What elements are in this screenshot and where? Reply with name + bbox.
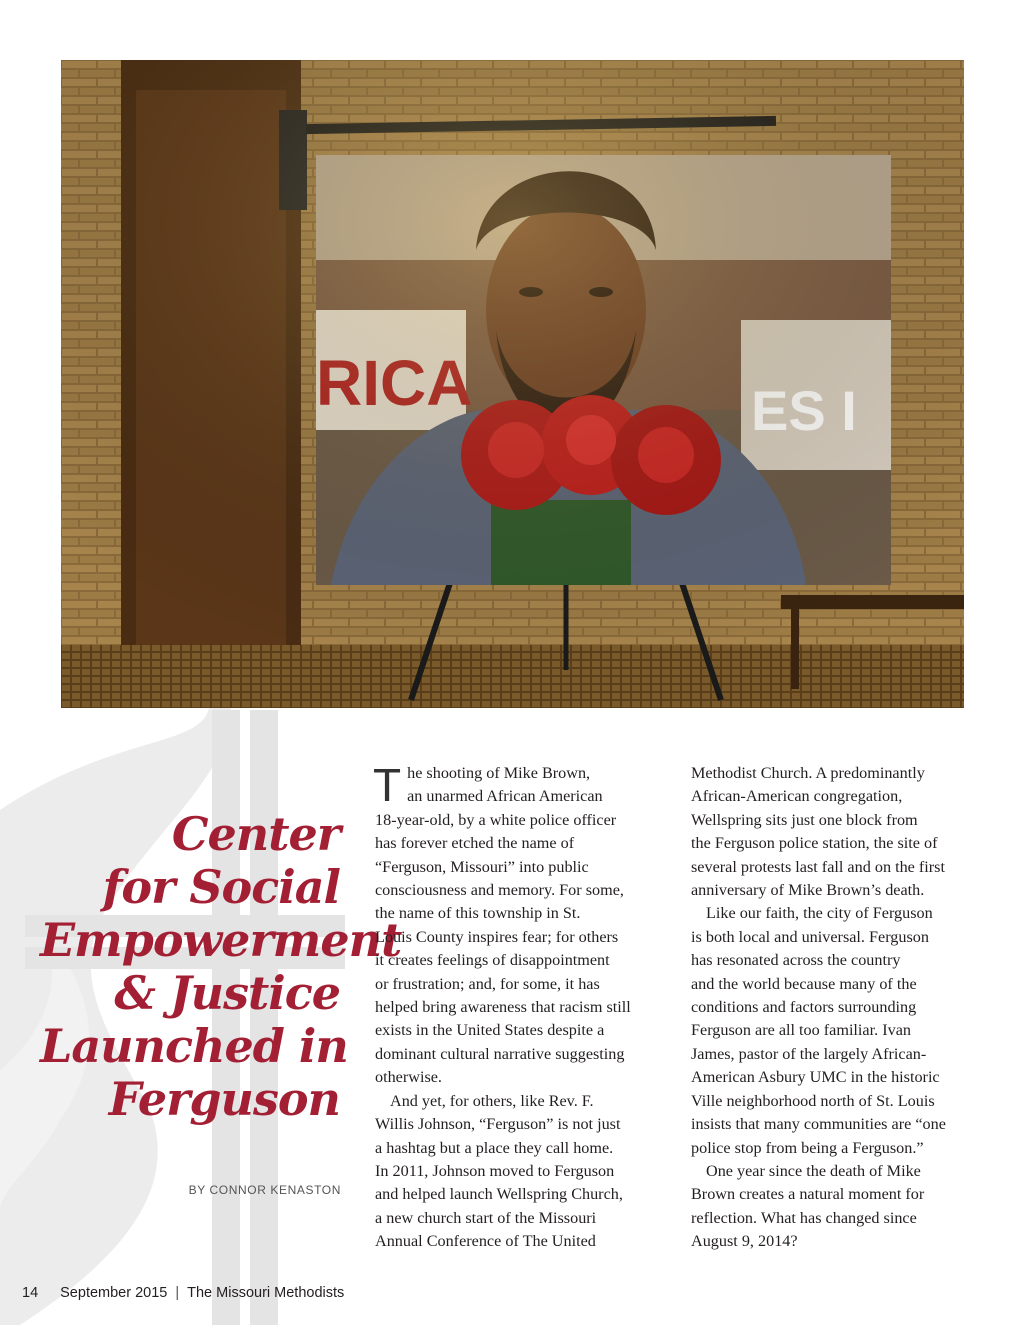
text-line: Willis Johnson, “Ferguson” is not just [375, 1115, 621, 1134]
drop-cap: T [373, 759, 402, 811]
text-line: African-American congregation, [691, 787, 903, 806]
article-paragraph [691, 902, 971, 1159]
text-line: James, pastor of the largely African- [691, 1044, 927, 1063]
text-line: consciousness and memory. For some, [375, 881, 624, 900]
article-headline [40, 807, 402, 1126]
text-line: helped bring awareness that racism still [375, 998, 631, 1017]
text-line: otherwise. [375, 1068, 442, 1087]
text-line: Ferguson are all too familiar. Ivan [691, 1021, 911, 1040]
text-line: Annual Conference of The United [375, 1232, 596, 1251]
text-line: police stop from being a Ferguson.” [691, 1138, 924, 1157]
text-line: several protests last fall and on the first [691, 857, 945, 876]
text-line: American Asbury UMC in the historic [691, 1068, 940, 1087]
article-column-1 [373, 759, 665, 1254]
feature-photo [61, 60, 964, 708]
text-line: the name of this township in St. [375, 904, 581, 923]
text-line: and the world because many of the [691, 974, 917, 993]
headline-line: Center [171, 807, 340, 861]
headline-line: Empowerment [40, 913, 402, 967]
headline-line: for Social [102, 860, 340, 914]
page-number: 14 [22, 1285, 39, 1301]
text-line: dominant cultural narrative suggesting [375, 1044, 625, 1063]
text-line: exists in the United States despite a [375, 1021, 605, 1040]
text-line: has resonated across the country [691, 951, 901, 970]
article-column-2 [691, 762, 971, 1254]
page-footer [22, 1285, 344, 1301]
publication-name: The Missouri Methodists [187, 1285, 345, 1301]
text-line: Louis County inspires fear; for others [375, 927, 619, 946]
headline-line: Launched in [40, 1019, 348, 1073]
text-line: is both local and universal. Ferguson [691, 927, 929, 946]
text-line: the Ferguson police station, the site of [691, 834, 938, 853]
issue-date: September 2015 [60, 1285, 168, 1301]
text-line: Ville neighborhood north of St. Louis [691, 1091, 935, 1110]
text-line: Methodist Church. A predominantly [691, 764, 925, 782]
article-paragraph [373, 759, 665, 1090]
text-line: insists that many communities are “one [691, 1115, 946, 1134]
text-line: reflection. What has changed since [691, 1208, 917, 1227]
text-line: has forever etched the name of [375, 834, 575, 853]
text-line: a hashtag but a place they call home. [375, 1138, 614, 1157]
text-line: Like our faith, the city of Ferguson [706, 904, 933, 923]
headline-line: Ferguson [108, 1072, 340, 1126]
text-line: conditions and factors surrounding [691, 998, 917, 1017]
text-line: And yet, for others, like Rev. F. [390, 1091, 594, 1110]
text-line: anniversary of Mike Brown’s death. [691, 881, 925, 900]
headline-line: & Justice [114, 966, 340, 1020]
text-line: or frustration; and, for some, it has [375, 974, 600, 993]
text-line: August 9, 2014? [691, 1232, 798, 1251]
text-line: Wellspring sits just one block from [691, 810, 918, 829]
text-line: a new church start of the Missouri [375, 1208, 597, 1227]
text-line: Brown creates a natural moment for [691, 1185, 925, 1204]
text-line: One year since the death of Mike [706, 1161, 921, 1180]
text-line: “Ferguson, Missouri” into public [375, 857, 589, 876]
text-line: an unarmed African American [407, 787, 603, 806]
text-line: and helped launch Wellspring Church, [375, 1185, 623, 1204]
text-line: he shooting of Mike Brown, [407, 764, 591, 782]
article-paragraph [691, 762, 971, 902]
byline: BY CONNOR KENASTON [188, 1183, 341, 1197]
footer-separator: | [175, 1285, 180, 1301]
article-paragraph [375, 1090, 665, 1254]
text-line: it creates feelings of disappointment [375, 951, 610, 970]
text-line: In 2011, Johnson moved to Ferguson [375, 1161, 615, 1180]
text-line: 18-year-old, by a white police officer [375, 810, 617, 829]
article-paragraph [691, 1160, 971, 1254]
